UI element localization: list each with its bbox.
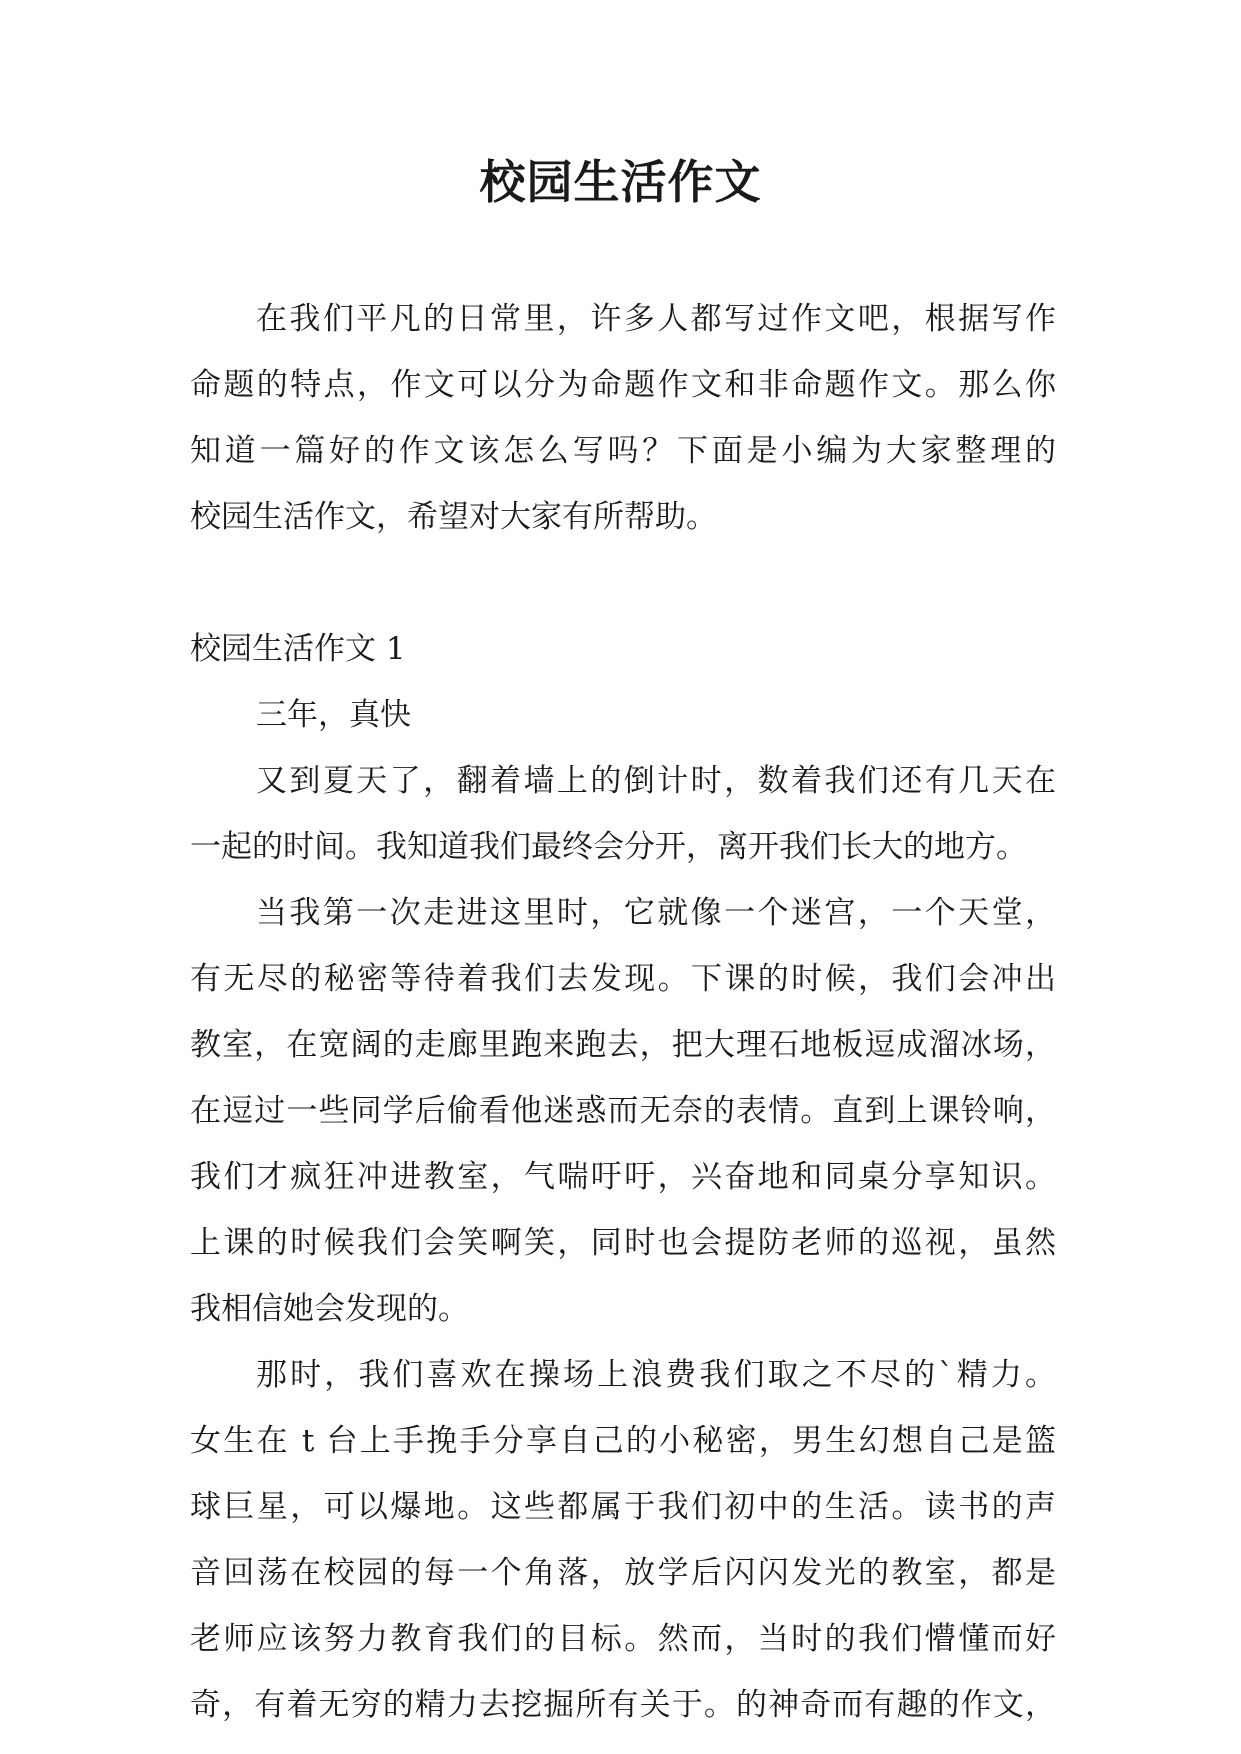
text-line: 上课的时候我们会笑啊笑，同时也会提防老师的巡视，虽然 <box>190 1225 1056 1261</box>
paragraph-gap <box>190 550 1056 616</box>
text-line: 奇，有着无穷的精力去挖掘所有关于。的神奇而有趣的作文， <box>190 1687 1056 1723</box>
text-line: 那时，我们喜欢在操场上浪费我们取之不尽的`精力。 <box>256 1357 1056 1393</box>
text-line: 有无尽的秘密等待着我们去发现。下课的时候，我们会冲出 <box>190 961 1056 997</box>
section-heading: 校园生活作文 1 <box>190 631 406 667</box>
text-line: 命题的特点，作文可以分为命题作文和非命题作文。那么你 <box>190 367 1056 403</box>
body-paragraph <box>190 748 1056 880</box>
text-line: 女生在 t 台上手挽手分享自己的小秘密，男生幻想自己是篮 <box>190 1423 1056 1459</box>
text-line: 又到夏天了，翻着墙上的倒计时，数着我们还有几天在 <box>256 763 1056 799</box>
text-line: 教室，在宽阔的走廊里跑来跑去，把大理石地板逗成溜冰场， <box>190 1027 1056 1063</box>
document-title: 校园生活作文 <box>479 155 762 209</box>
text-line: 一起的时间。我知道我们最终会分开，离开我们长大的地方。 <box>190 829 1027 865</box>
text-line: 在我们平凡的日常里，许多人都写过作文吧，根据写作 <box>256 301 1056 337</box>
text-line: 我相信她会发现的。 <box>190 1291 469 1327</box>
text-line: 我们才疯狂冲进教室，气喘吁吁，兴奋地和同桌分享知识。 <box>190 1159 1056 1195</box>
text-line: 知道一篇好的作文该怎么写吗？下面是小编为大家整理的 <box>190 433 1056 469</box>
text-line: 球巨星，可以爆地。这些都属于我们初中的生活。读书的声 <box>190 1489 1056 1525</box>
text-line: 老师应该努力教育我们的目标。然而，当时的我们懵懂而好 <box>190 1621 1056 1657</box>
text-line: 校园生活作文，希望对大家有所帮助。 <box>190 499 717 535</box>
intro-paragraph <box>190 286 1056 550</box>
document-body <box>190 286 1056 1738</box>
text-line: 音回荡在校园的每一个角落，放学后闪闪发光的教室，都是 <box>190 1555 1056 1591</box>
text-line: 在逗过一些同学后偷看他迷惑而无奈的表情。直到上课铃响， <box>190 1093 1056 1129</box>
text-line: 当我第一次走进这里时，它就像一个迷宫，一个天堂， <box>256 895 1056 931</box>
body-paragraph <box>190 1342 1056 1738</box>
section-subtitle: 三年，真快 <box>256 697 411 733</box>
body-paragraph <box>190 880 1056 1342</box>
